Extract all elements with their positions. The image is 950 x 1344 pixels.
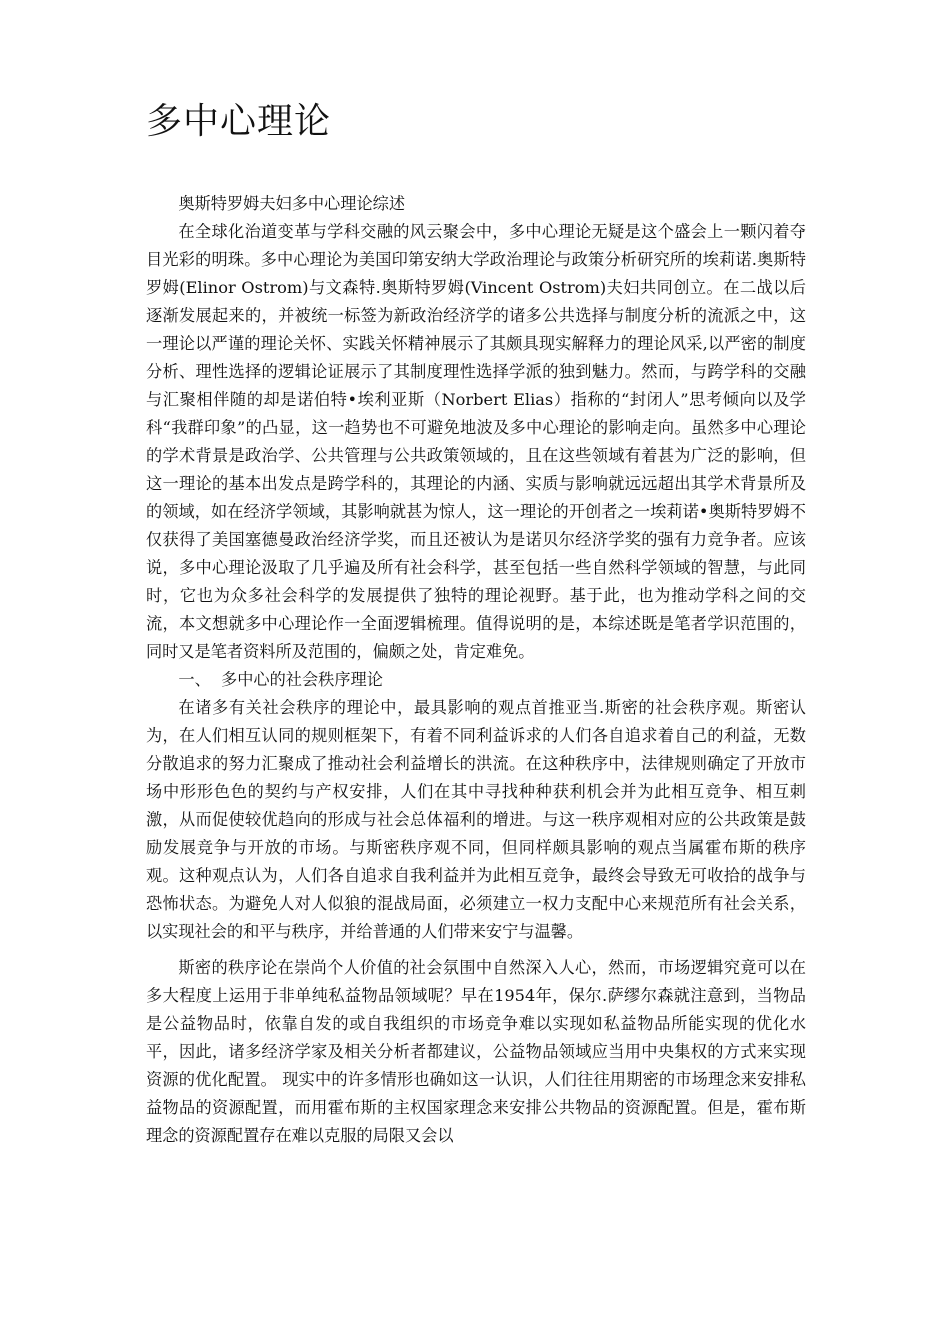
document-page — [146, 96, 806, 1150]
section-heading-1: 一、 多中心的社会秩序理论 — [178, 670, 383, 689]
paragraph-gap — [146, 946, 806, 954]
document-title: 多中心理论 — [146, 101, 332, 142]
intro-paragraph: 在全球化治道变革与学科交融的风云聚会中，多中心理论无疑是这个盛会上一颗闪着夺目光彩的明珠。多中心理论为美国印第安纳大学政治理论与政策分析研究所的埃莉诺.奥斯特罗姆(Elinor Ostrom)与文森特.奥斯特罗姆(Vincent Ostrom)夫妇共同创立。在二战以后逐渐发展起来的，并被统一标签为新政治经济学的诸多公共选择与制度分析的流派之中，这一理论以严谨的理论关怀、实践关怀精神展示了其颇具现实解释力的理论风采,以严密的制度分析、理性选择的逻辑论证展示了其制度理性选择学派的独到魅力。然而，与跨学科的交融与汇聚相伴随的却是诺伯特•埃利亚斯（Norbert Elias）指称的“封闭人”思考倾向以及学科“我群印象”的凸显，这一趋势也不可避免地波及多中心理论的影响走向。虽然多中心理论的学术背景是政治学、公共管理与公共政策领域的，且在这些领域有着甚为广泛的影响，但这一理论的基本出发点是跨学科的，其理论的内涵、实质与影响就远远超出其学术背景所及的领域，如在经济学领域，其影响就甚为惊人，这一理论的开创者之一埃莉诺•奥斯特罗姆不仅获得了美国塞德曼政治经济学奖，而且还被认为是诺贝尔经济学奖的强有力竞争者。应该说，多中心理论汲取了几乎遍及所有社会科学，甚至包括一些自然科学领域的智慧，与此同时，它也为众多社会科学的发展提供了独特的理论视野。基于此，也为推动学科之间的交流，本文想就多中心理论作一全面逻辑梳理。值得说明的是，本综述既是笔者学识范围的，同时又是笔者资料所及范围的，偏颇之处，肯定难免。 — [146, 222, 806, 661]
section-1-paragraph-2: 斯密的秩序论在崇尚个人价值的社会氛围中自然深入人心，然而，市场逻辑究竟可以在多大程度上运用于非单纯私益物品领域呢？早在1954年，保尔.萨缪尔森就注意到，当物品是公益物品时，依靠自发的或自我组织的市场竞争难以实现如私益物品所能实现的优化水平，因此，诸多经济学家及相关分析者都建议，公益物品领域应当用中央集权的方式来实现资源的优化配置。 现实中的许多情形也确如这一认识，人们往往用期密的市场理念来安排私益物品的资源配置，而用霍布斯的主权国家理念来安排公共物品的资源配置。但是，霍布斯理念的资源配置存在难以克服的局限又会以 — [146, 958, 806, 1145]
section-1-paragraph-1: 在诸多有关社会秩序的理论中，最具影响的观点首推亚当.斯密的社会秩序观。斯密认为，在人们相互认同的规则框架下，有着不同利益诉求的人们各自追求着自己的利益，无数分散追求的努力汇聚成了推动社会利益增长的洪流。在这种秩序中，法律规则确定了开放市场中形形色色的契约与产权安排，人们在其中寻找种种获利机会并为此相互竞争、相互刺激，从而促使较优趋向的形成与社会总体福利的增进。与这一秩序观相对应的公共政策是鼓励发展竞争与开放的市场。与斯密秩序观不同，但同样颇具影响的观点当属霍布斯的秩序观。这种观点认为，人们各自追求自我利益并为此相互竞争，最终会导致无可收拾的战争与恐怖状态。为避免人对人似狼的混战局面，必须建立一权力支配中心来规范所有社会关系，以实现社会的和平与秩序，并给普通的人们带来安宁与温馨。 — [146, 698, 806, 941]
document-subtitle: 奥斯特罗姆夫妇多中心理论综述 — [178, 194, 406, 213]
